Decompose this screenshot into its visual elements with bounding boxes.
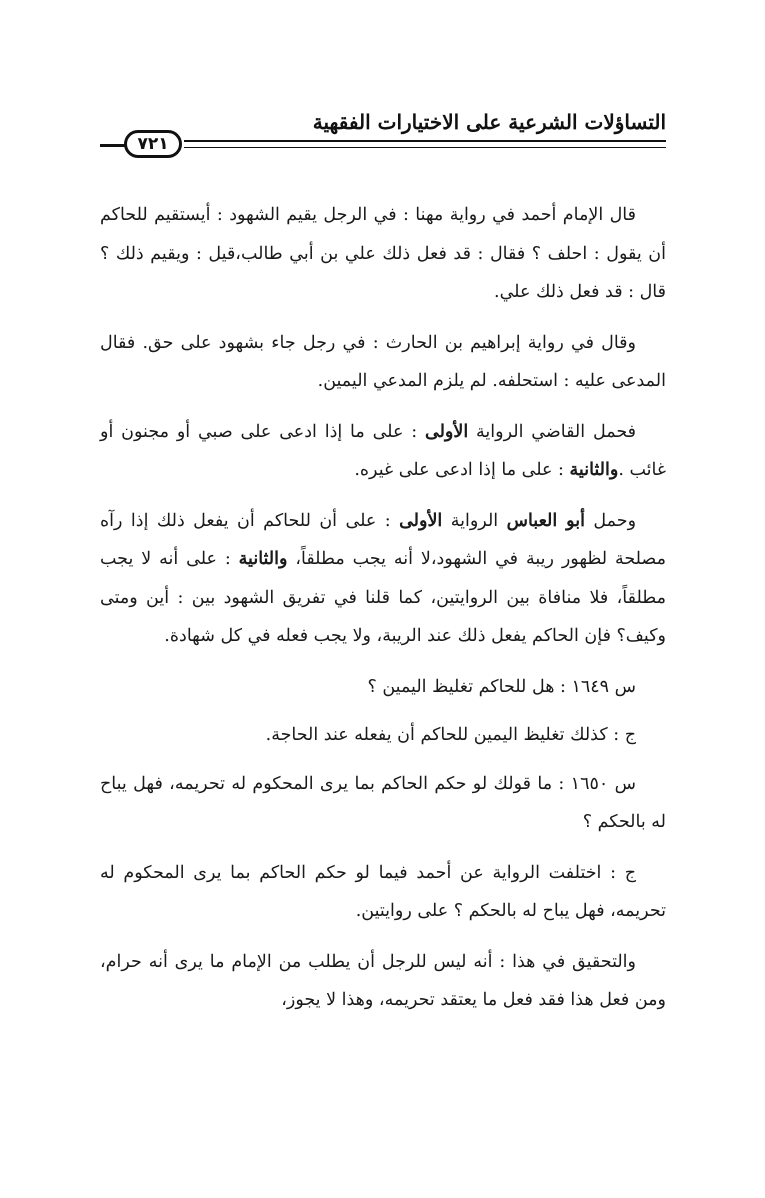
question-1650: س ١٦٥٠ : ما قولك لو حكم الحاكم بما يرى المحكوم له تحريمه، فهل يباح له بالحكم ؟ <box>100 773 666 832</box>
paragraph: والتحقيق في هذا : أنه ليس للرجل أن يطلب من الإمام ما يرى أنه حرام، ومن فعل هذا فقد فعل ما يعتقد تحريمه، وهذا لا يجوز، <box>100 951 666 1010</box>
bold-term: والثانية <box>238 549 288 569</box>
header-title: التساؤلات الشرعية على الاختيارات الفقهية <box>312 110 666 134</box>
text-run: : على أنه لا يجب مطلقاً، فلا منافاة بين الروايتين، كما قلنا في تفريق الشهود بين : أين ومتى وكيف؟ فإن الحاكم يفعل ذلك عند الريبة، ولا يجب فعله في كل شهادة. <box>100 549 666 646</box>
paragraph: قال الإمام أحمد في رواية مهنا : في الرجل يقيم الشهود : أيستقيم للحاكم أن يقول : احلف ؟ فقال : قد فعل ذلك علي بن أبي طالب،قيل : ويقيم ذلك ؟ قال : قد فعل ذلك علي. <box>100 205 666 302</box>
text-run: وحمل <box>584 510 637 531</box>
page-number: ٧٢١ <box>137 134 169 154</box>
answer-1650: ج : اختلفت الرواية عن أحمد فيما لو حكم الحاكم بما يرى المحكوم له تحريمه، فهل يباح له بالحكم ؟ على روايتين. <box>100 862 666 921</box>
page-body <box>100 196 666 1032</box>
answer-1649: ج : كذلك تغليظ اليمين للحاكم أن يفعله عند الحاجة. <box>265 725 636 745</box>
text-run: فحمل القاضي الرواية <box>468 421 636 442</box>
text-run: : على أن للحاكم أن يفعل ذلك إذا رآه مصلحة لظهور ريبة في الشهود،لا أنه يجب مطلقاً، <box>100 510 666 569</box>
header-rule-thick <box>184 140 666 142</box>
header-rule-thin <box>184 147 666 148</box>
running-header <box>100 110 666 158</box>
paragraph: وقال في رواية إبراهيم بن الحارث : في رجل جاء بشهود على حق. فقال المدعى عليه : استحلفه. لم يلزم المدعي اليمين. <box>100 332 666 391</box>
bold-term: الأولى <box>399 510 443 531</box>
header-rule-left <box>100 144 126 147</box>
text-run: : على ما إذا ادعى على غيره. <box>354 460 570 480</box>
bold-term: أبو العباس <box>506 510 585 531</box>
bold-term: الأولى <box>425 421 469 442</box>
question-1649: س ١٦٤٩ : هل للحاكم تغليظ اليمين ؟ <box>367 676 636 697</box>
paragraph <box>100 502 666 656</box>
text-run: : على ما إذا ادعى على صبي أو مجنون أو غائب . <box>100 421 666 480</box>
bold-term: والثانية <box>569 460 619 480</box>
page-number-badge <box>124 130 182 158</box>
text-run: الرواية <box>442 510 507 531</box>
paragraph <box>100 413 666 490</box>
